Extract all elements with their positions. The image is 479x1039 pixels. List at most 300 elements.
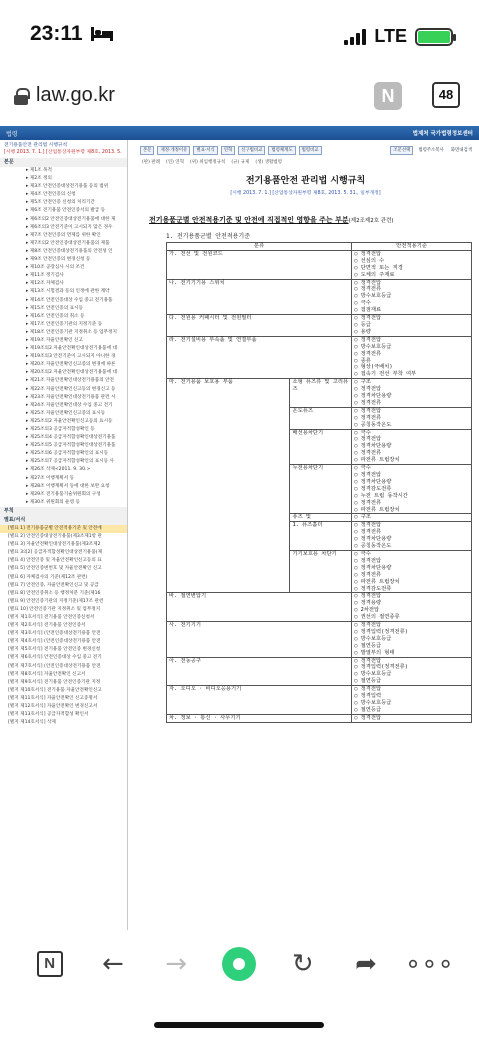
sidebar-article-item[interactable]: ▸ 제17조 안전인증기관의 지정기준 등 xyxy=(26,321,103,327)
form-label: [별지 제12호서식] 자율안전확인 변경신고서 xyxy=(8,704,98,709)
criteria-item: ○ 정격감도전류 xyxy=(354,486,469,493)
annex-title: 전기용품군별 안전적용기준 및 안전에 직접적인 영향을 주는 부분 xyxy=(149,216,349,224)
sidebar-article-item[interactable]: ▸ 제20조 자율안전확인신고증의 변경에 따른 xyxy=(26,362,116,368)
criteria-item: ○ 절연등급 xyxy=(354,678,469,685)
sidebar-article-item[interactable]: ▸ 제28조 이행계획서 등에 대한 보완 요청 xyxy=(26,483,110,489)
criteria-item: ○ 절연등급 xyxy=(354,707,469,714)
article-label: 제18조 안전인증기관 지정취소 등 업무정지 xyxy=(29,329,117,335)
criteria-item: ○ 방수보호등급 xyxy=(354,344,469,351)
criteria-item: ○ 극수 xyxy=(354,430,469,437)
site-title: 법령 xyxy=(6,130,18,138)
criteria-item: ○ 정격전압 xyxy=(354,280,469,287)
table-row xyxy=(167,593,472,622)
toolbar-button[interactable]: 본문 xyxy=(140,146,154,155)
criteria-item: ○ 단면적 또는 직경 xyxy=(354,265,469,272)
criteria-cell xyxy=(352,336,472,378)
criteria-item: ○ 2차전압 xyxy=(354,607,469,614)
criteria-item: ○ 정격전류 xyxy=(354,450,469,457)
sidebar-form-item[interactable] xyxy=(0,638,127,646)
toolbar-button[interactable]: 법령체계도 xyxy=(268,146,295,155)
battery-icon xyxy=(415,28,453,46)
sidebar-section-attach[interactable]: 부칙 xyxy=(0,507,127,516)
sidebar-article-item[interactable]: ▸ 제12조 자체검사 xyxy=(26,281,64,287)
forward-arrow-icon: → xyxy=(165,949,188,979)
sidebar-article-item[interactable]: ▸ 제22조 자율안전확인신고등의 변경신고 등 xyxy=(26,386,116,392)
subcategory-cell: 온도퓨즈 xyxy=(290,407,352,429)
category-cell: 바. 절연변압기 xyxy=(167,593,352,622)
criteria-item: ○ 정격입력(정격전류) xyxy=(354,664,469,671)
table-row xyxy=(167,714,472,722)
sidebar-article-item[interactable]: ▸ 제8조 안전인증대상전기용품의 안전성 인 xyxy=(26,248,113,254)
criteria-item: ○ 파전류 트립장치 xyxy=(354,507,469,514)
sidebar-form-item[interactable] xyxy=(0,541,127,549)
legend-item: (규) 규제 xyxy=(231,160,250,165)
green-dot-icon xyxy=(222,947,256,981)
article-label: 제9조 안전인증의 변경신청 등 xyxy=(29,257,91,263)
criteria-item: ○ 정격차단용량 xyxy=(354,393,469,400)
document-title: 전기용품안전 관리법 시행규칙 xyxy=(245,176,366,186)
criteria-item: ○ 정격차단용량 xyxy=(354,565,469,572)
criteria-item: ○ 정격전압 xyxy=(354,558,469,565)
document-pane xyxy=(132,140,479,930)
article-label: 제17조 안전인증기관의 지정기준 등 xyxy=(29,321,103,327)
criteria-item: ○ 정격입력(정격전류) xyxy=(354,629,469,636)
criteria-item: ○ 정격전압 xyxy=(354,386,469,393)
article-label: 제4조 안전인증의 신청 xyxy=(29,192,76,198)
article-label: 제25조의5 공급자적합성확인대상전기용품 xyxy=(29,443,116,449)
subcategory-cell: 1. 퓨즈홀더 xyxy=(290,522,352,551)
back-arrow-icon: ← xyxy=(102,949,124,979)
criteria-cell xyxy=(352,714,472,722)
criteria-cell xyxy=(352,593,472,622)
form-list xyxy=(0,525,127,727)
sidebar-form-item[interactable] xyxy=(0,671,127,679)
criteria-item: ○ 구조 xyxy=(354,379,469,386)
share-button[interactable] xyxy=(346,944,386,984)
more-button[interactable] xyxy=(404,944,454,984)
sidebar-article-item[interactable]: ▸ 제3조 안전인증대상전기용품 등의 범위 xyxy=(26,184,109,190)
document-subtitle[interactable]: [시행 2013. 7. 1.] [산업통상자원부령 제8호, 2013. 5. 31., 일부개정] xyxy=(230,191,381,196)
subcategory-cell: 배선용차단기 xyxy=(290,429,352,465)
legend-item: (판) 판례 xyxy=(142,160,160,165)
col-criteria: 안전적용기준 xyxy=(352,243,472,251)
sidebar-head xyxy=(0,140,127,158)
article-label: 제19조의3 안전기준이 고시되지 아니한 경 xyxy=(29,354,116,360)
sidebar-article-item[interactable]: ▸ 제29조 전기용품기술위원회의 구성 xyxy=(26,491,101,497)
toolbar-right-link[interactable]: 법령주소복사 xyxy=(418,148,444,153)
article-label: 제5조 안전인증 신청의 처리기간 xyxy=(29,200,95,206)
sidebar-article-item[interactable]: ▸ 제18조 안전인증기관 지정취소 등 업무정지 xyxy=(26,329,117,335)
sidebar-article-item[interactable]: ▸ 제24조 자율안전확인대상 수입 중고 전기 xyxy=(26,402,113,408)
criteria-cell xyxy=(352,279,472,315)
criteria-cell xyxy=(352,465,472,514)
criteria-item: ○ 극수 xyxy=(354,300,469,307)
form-label: [별표 9] 안전인증기관의 지정기준(제17조 관련 xyxy=(8,598,104,604)
form-label: [별지 제3호서식] (안전인증대상전기용품 안전 xyxy=(8,631,101,637)
form-label: [별지 제11호서식] 자율안전확인 신고증명서 xyxy=(8,695,98,701)
sidebar-form-item[interactable] xyxy=(0,533,127,541)
form-label: [별지 제6호서식] 안전인증대상 수입 중고 전기 xyxy=(8,655,102,661)
criteria-cell xyxy=(352,514,472,522)
sidebar-article-item[interactable]: ▸ 제10조 공장심사 시의 조건 xyxy=(26,265,85,271)
form-label: [별지 제2호서식] 전기용품 안전인증서 xyxy=(8,623,86,629)
sidebar-law-ref: [시행 2013. 7. 1.] [산업통상자원부령 제8호, 2013. 5. xyxy=(4,150,122,155)
legend-item: (연) 연혁 xyxy=(165,160,184,165)
article-label: 제6조 전기용품 안전인증서의 발급 등 xyxy=(29,208,106,214)
criteria-item: ○ 권선의 절연종류 xyxy=(354,614,469,621)
doc-legend xyxy=(132,157,479,167)
sidebar-form-item[interactable] xyxy=(0,630,127,638)
article-label: 제27조 이행계획서 등 xyxy=(29,475,75,481)
sidebar-article-item[interactable]: ▸ 제25조 자율안전확인신고증의 표시등 xyxy=(26,410,106,416)
criteria-item: ○ 정격차단용량 xyxy=(354,479,469,486)
criteria-item: ○ 접점재료 xyxy=(354,307,469,314)
article-label: 제1조 목적 xyxy=(29,168,52,173)
criteria-item: ○ 정격전류 xyxy=(354,286,469,293)
criteria-item: ○ 방수보호등급 xyxy=(354,700,469,707)
criteria-cell xyxy=(352,657,472,686)
criteria-item: ○ 용량 xyxy=(354,329,469,336)
sidebar-form-item[interactable] xyxy=(0,663,127,671)
sidebar-form-item[interactable] xyxy=(0,654,127,662)
sidebar-form-item[interactable] xyxy=(0,606,127,614)
category-cell: 가. 전선 및 전원코드 xyxy=(167,250,352,279)
sidebar-form-item[interactable] xyxy=(0,646,127,654)
sidebar-article-item[interactable]: ▸ 제19조 자율안전확인 신고 xyxy=(26,337,83,343)
green-dot-button[interactable] xyxy=(219,944,259,984)
forward-button[interactable] xyxy=(156,944,196,984)
annex-ref: (제2조제2호 관련) xyxy=(348,218,394,224)
sidebar-form-item[interactable] xyxy=(0,703,127,711)
article-label: 제29조 전기용품기술위원회의 구성 xyxy=(29,491,101,497)
reload-icon: ↻ xyxy=(291,949,314,979)
criteria-item: ○ 공칭동작온도 xyxy=(354,422,469,429)
webpage xyxy=(0,126,479,930)
sidebar-article-item[interactable]: ▸ 제9조 안전인증의 변경신청 등 xyxy=(26,257,91,263)
legend-item: (위) 위임행정규칙 xyxy=(189,160,226,165)
criteria-cell xyxy=(352,622,472,658)
toolbar-right-link[interactable]: 화면내검색 xyxy=(450,148,472,153)
sidebar-article-item[interactable]: ▸ 제7조 안전인증의 면제를 위한 확인 xyxy=(26,232,101,238)
sidebar-form-item[interactable] xyxy=(0,525,127,533)
criteria-item: ○ 정격용량 xyxy=(354,600,469,607)
criteria-item: ○ 정격전압 xyxy=(354,593,469,600)
category-cell: 자. 오디오 · 비디오응용기기 xyxy=(167,686,352,715)
form-label: [별지 제7호서식] (안전인증대상전기용품 안전 xyxy=(8,663,101,669)
form-label: [별지 제9호서식] 전기용품 안전인증기관 지정 xyxy=(8,679,101,685)
article-label: 제7조 안전인증의 면제를 위한 확인 xyxy=(29,232,101,238)
sidebar-article-item[interactable]: ▸ 제6조의2 안전인증대상전기용품에 대한 제 xyxy=(26,216,116,222)
form-label: [별지 제10호서식] 전기용품 자율안전확인신고 xyxy=(8,687,102,693)
table-row xyxy=(167,279,472,315)
sidebar-form-item[interactable] xyxy=(0,719,127,727)
sidebar-article-item[interactable]: ▸ 제25조의4 공급자적합성확인대상전기용품 xyxy=(26,435,116,441)
subcategory-cell: 퓨즈 및 xyxy=(290,514,352,522)
article-label: 제25조 자율안전확인신고증의 표시등 xyxy=(29,410,106,416)
sidebar-form-item[interactable] xyxy=(0,622,127,630)
sidebar-article-item[interactable]: ▸ 제7조의2 안전인증대상전기용품의 제품 xyxy=(26,240,110,246)
form-label: [별표 7] 안전인증, 자율안전확인신고 및 공급 xyxy=(8,582,99,588)
col-category: 분류 xyxy=(167,243,352,251)
sidebar-article-item[interactable]: ▸ 제25조의7 공급자적합성확인의 표시등 사 xyxy=(26,459,114,465)
criteria-item: ○ 도체의 주재료 xyxy=(354,272,469,279)
criteria-item: ○ 정격입력 xyxy=(354,693,469,700)
toolbar-button[interactable]: 제정·개정이유 xyxy=(157,146,190,155)
table-caption: 1. 전기용품군별 안전적용기준 xyxy=(166,233,251,240)
sidebar-article-item[interactable]: ▸ 제15조 안전인증의 표시등 xyxy=(26,305,83,311)
article-label: 제16조 안전인증의 취소 등 xyxy=(29,313,85,319)
form-label: [별표 2] 안전인증대상전기용품(제3조제1항 관 xyxy=(8,534,102,540)
form-label: [별표 5] 안전인증변번호 및 자율안전확인 신고 xyxy=(8,566,102,572)
sidebar-article-item[interactable]: ▸ 제21조 자율안전확인대상전기용품의 안전 xyxy=(26,378,114,384)
table-row xyxy=(167,379,472,408)
sidebar-article-item[interactable]: ▸ 제6조의3 안전기준이 고시되지 않은 경우 xyxy=(26,224,113,230)
criteria-cell xyxy=(352,315,472,337)
sidebar-form-item[interactable] xyxy=(0,590,127,598)
criteria-item: ○ 선심의 수 xyxy=(354,258,469,265)
article-label: 제19조의2 자율안전확인대상전기용품에 대 xyxy=(29,346,117,352)
article-label: 제26조 삭제<2011. 9. 30.> xyxy=(29,467,91,473)
criteria-item: ○ 구조 xyxy=(354,514,469,521)
criteria-item: ○ 등급 xyxy=(354,322,469,329)
article-label: 제25조의3 공급자적합성확인 등 xyxy=(29,427,95,432)
sidebar-article-item[interactable]: ▸ 제16조 안전인증의 취소 등 xyxy=(26,313,85,319)
category-cell: 차. 정보 · 통신 · 사무기기 xyxy=(167,714,352,722)
criteria-item: ○ 방수보호등급 xyxy=(354,671,469,678)
criteria-cell xyxy=(352,429,472,465)
article-label: 제10조 공장심사 시의 조건 xyxy=(29,265,85,271)
criteria-table xyxy=(166,242,472,723)
article-label: 제30조 위원회의 운영 등 xyxy=(29,499,80,505)
criteria-item: ○ 종류 xyxy=(354,358,469,365)
criteria-cell xyxy=(352,379,472,408)
criteria-item: ○ 극수 xyxy=(354,465,469,472)
form-label: [별지 제8호서식] 자율안전확인 신고서 xyxy=(8,671,86,677)
share-icon: ➦ xyxy=(355,949,377,979)
form-label: [별표 4] 안전인증 및 자율안전확인신고등의 표 xyxy=(8,558,102,564)
article-list xyxy=(0,167,127,507)
criteria-item: ○ 정격전압 xyxy=(354,686,469,693)
criteria-item: ○ 정격전류 xyxy=(354,415,469,422)
criteria-item: ○ 방수보호등급 xyxy=(354,293,469,300)
criteria-item: ○ 정격전압 xyxy=(354,472,469,479)
sidebar-section-body[interactable]: 본문 xyxy=(0,158,127,167)
form-label: [별지 제4호서식] (안전인증대상전기용품 안전 xyxy=(8,639,101,645)
article-label: 제3조 안전인증대상전기용품 등의 범위 xyxy=(29,184,109,190)
criteria-item: ○ 정격전압 xyxy=(354,622,469,629)
article-label: 제13조 시험결과 등의 인정에 관한 계약 xyxy=(29,289,110,295)
criteria-item: ○ 공칭동작온도 xyxy=(354,543,469,550)
form-label: [별표 3] 자율안전확인대상전기용품(제3조제2 xyxy=(8,542,101,548)
clock: 23:11 xyxy=(30,22,83,45)
criteria-cell xyxy=(352,250,472,279)
back-button[interactable] xyxy=(93,944,133,984)
tab-count-button[interactable]: 48 xyxy=(432,82,460,108)
article-label: 제19조 자율안전확인 신고 xyxy=(29,337,83,343)
form-label: [별표 3의2] 공급자적합성확인대상전기용품(제 xyxy=(8,550,103,556)
article-label: 제24조 자율안전확인대상 수입 중고 전기 xyxy=(29,402,113,408)
category-cell: 다. 전원용 커패시터 및 전원필터 xyxy=(167,315,352,337)
category-cell: 사. 전기기기 xyxy=(167,622,352,658)
sidebar-article-item[interactable]: ▸ 제20조의2 자율안전확인대상전기용품에 대 xyxy=(26,370,117,376)
sidebar-form-item[interactable] xyxy=(0,711,127,719)
naver-home-button[interactable] xyxy=(30,944,70,984)
article-label: 제25조의7 공급자적합성확인의 표시등 사 xyxy=(29,459,114,465)
category-cell: 나. 전기기기용 스위치 xyxy=(167,279,352,315)
sidebar-article-item[interactable]: ▸ 제2조 정의 xyxy=(26,176,52,182)
sidebar-law-name[interactable]: 전기용품안전 관리법 시행규칙 xyxy=(4,143,68,148)
network-label: LTE xyxy=(374,26,407,46)
sidebar-form-item[interactable] xyxy=(0,549,127,557)
form-label: [별표 6] 자체검사의 기준(제12조 관련) xyxy=(8,574,88,580)
criteria-item: ○ 접속기 전선 부착 여부 xyxy=(354,371,469,378)
criteria-item: ○ 정격차단용량 xyxy=(354,443,469,450)
article-label: 제7조의2 안전인증대상전기용품의 제품 xyxy=(29,240,110,246)
toolbar-button[interactable]: 신구법비교 xyxy=(238,146,265,155)
table-row xyxy=(167,315,472,337)
sidebar-article-item[interactable]: ▸ 제19조의2 자율안전확인대상전기용품에 대 xyxy=(26,346,117,352)
category-cell: 마. 전기용품 보호용 부품 xyxy=(167,379,290,593)
category-cell: 아. 전동공구 xyxy=(167,657,352,686)
sidebar-article-item[interactable]: ▸ 제30조 위원회의 운영 등 xyxy=(26,499,80,505)
sidebar-article-item[interactable]: ▸ 제1조 목적 xyxy=(26,168,52,173)
criteria-cell xyxy=(352,686,472,715)
sidebar-article-item[interactable]: ▸ 제4조 안전인증의 신청 xyxy=(26,192,76,198)
subcategory-cell: 누전용차단기 xyxy=(290,465,352,514)
form-label: [별지 제5호서식] 전기용품 안전인증 변경신청 xyxy=(8,647,101,653)
criteria-item: ○ 정격전압 xyxy=(354,715,469,722)
sidebar-form-item[interactable] xyxy=(0,574,127,582)
article-label: 제20조의2 자율안전확인대상전기용품에 대 xyxy=(29,370,117,376)
sidebar-section-forms[interactable]: 별표/서식 xyxy=(0,516,127,525)
sidebar-article-item[interactable]: ▸ 제5조 안전인증 신청의 처리기간 xyxy=(26,200,95,206)
criteria-item: ○ 방수보호등급 xyxy=(354,636,469,643)
table-row xyxy=(167,622,472,658)
criteria-item: ○ 형상(극배치) xyxy=(354,364,469,371)
form-label: [별지 제14호서식] 삭제 xyxy=(8,720,56,726)
toolbar-button[interactable]: 연혁 xyxy=(221,146,235,155)
criteria-item: ○ 정격전압 xyxy=(354,408,469,415)
table-row xyxy=(167,657,472,686)
criteria-item: ○ 발열부의 형태 xyxy=(354,650,469,657)
article-label: 제23조 자율안전확인대상전기용품 관련 시 xyxy=(29,394,116,400)
article-label: 제11조 정기검사 xyxy=(29,273,64,279)
toolbar-button[interactable]: 별표·서식 xyxy=(193,146,217,155)
home-indicator xyxy=(154,1022,324,1028)
sidebar-article-item[interactable]: ▸ 제14조 안전인증대상 수입 중고 전기용품 xyxy=(26,297,113,303)
criteria-item: ○ 정격전압 xyxy=(354,337,469,344)
sidebar-article-item[interactable]: ▸ 제23조 자율안전확인대상전기용품 관련 시 xyxy=(26,394,116,400)
doc-toolbar xyxy=(132,140,479,157)
browser-url-bar[interactable] xyxy=(0,70,479,124)
criteria-cell xyxy=(352,550,472,592)
criteria-item: ○ 정격전류 xyxy=(354,572,469,579)
article-select[interactable]: 조문선택 xyxy=(390,146,413,155)
category-cell: 라. 전기설비용 부속품 및 연결부품 xyxy=(167,336,352,378)
criteria-item: ○ 파전류 트립장치 xyxy=(354,457,469,464)
form-label: [별표 1] 전기용품군별 안전적용기준 및 안전에 xyxy=(8,525,102,531)
sidebar-article-item[interactable]: ▸ 제25조의3 공급자적합성확인 등 xyxy=(26,427,95,432)
legend-item: (생) 생활법령 xyxy=(255,160,283,165)
lock-icon xyxy=(14,88,28,104)
status-bar xyxy=(0,0,479,70)
sidebar-form-item[interactable] xyxy=(0,695,127,703)
annex-heading xyxy=(149,215,479,226)
article-label: 제28조 이행계획서 등에 대한 보완 요청 xyxy=(29,483,110,489)
article-label: 제25조의2 자율안전확인신고등의 표시등 xyxy=(29,418,113,424)
site-logo[interactable]: 법제처 국가법령정보센터 xyxy=(412,131,473,137)
article-label: 제25조의6 공급자적합성확인의 표시등 xyxy=(29,451,109,457)
article-label: 제6조의3 안전기준이 고시되지 않은 경우 xyxy=(29,224,113,230)
reload-button[interactable] xyxy=(283,944,323,984)
form-label: [별지 제13호서식] 공급자적합성 확인서 xyxy=(8,712,89,718)
url-text: law.go.kr xyxy=(36,84,115,106)
article-label: 제8조 안전인증대상전기용품의 안전성 인 xyxy=(29,248,113,254)
article-label: 제21조 자율안전확인대상전기용품의 안전 xyxy=(29,378,114,384)
criteria-item: ○ 누전 트립 동작시간 xyxy=(354,493,469,500)
article-label: 제6조의2 안전인증대상전기용품에 대한 제 xyxy=(29,216,116,222)
sidebar-article-item[interactable]: ▸ 제6조 전기용품 안전인증서의 발급 등 xyxy=(26,208,106,214)
criteria-item: ○ 정격감도전류 xyxy=(354,586,469,593)
sidebar-form-item[interactable] xyxy=(0,565,127,573)
criteria-item: ○ 정격전압 xyxy=(354,436,469,443)
sidebar-form-item[interactable] xyxy=(0,557,127,565)
criteria-item: ○ 정격전압 xyxy=(354,315,469,322)
sidebar-article-item[interactable]: ▸ 제25조의6 공급자적합성확인의 표시등 xyxy=(26,451,109,457)
article-label: 제15조 안전인증의 표시등 xyxy=(29,305,83,311)
sidebar-article-item[interactable]: ▸ 제27조 이행계획서 등 xyxy=(26,475,75,481)
more-icon: ∘∘∘ xyxy=(404,949,454,979)
status-time xyxy=(30,22,113,46)
toolbar-button[interactable]: 법령비교 xyxy=(299,146,322,155)
article-label: 제22조 자율안전확인신고등의 변경신고 등 xyxy=(29,386,116,392)
sidebar-article-item[interactable]: ▸ 제26조 삭제<2011. 9. 30.> xyxy=(26,467,91,473)
sidebar-form-item[interactable] xyxy=(0,614,127,622)
criteria-item: ○ 정격전압 xyxy=(354,658,469,665)
naver-icon: N xyxy=(37,951,63,977)
table-row xyxy=(167,686,472,715)
article-label: 제12조 자체검사 xyxy=(29,281,64,287)
article-label: 제14조 안전인증대상 수입 중고 전기용품 xyxy=(29,297,113,303)
criteria-item: ○ 정격전류 xyxy=(354,500,469,507)
status-right xyxy=(344,26,453,47)
subcategory-cell: 소형 퓨즈류 및 고리퓨즈 xyxy=(290,379,352,408)
table-row xyxy=(167,250,472,279)
criteria-item: ○ 정격전압 xyxy=(354,251,469,258)
sidebar-form-item[interactable] xyxy=(0,598,127,606)
sidebar-form-item[interactable] xyxy=(0,582,127,590)
naver-app-icon[interactable]: N xyxy=(374,82,402,110)
law-sidebar xyxy=(0,140,128,930)
sidebar-form-item[interactable] xyxy=(0,679,127,687)
article-label: 제20조 자율안전확인신고증의 변경에 따른 xyxy=(29,362,116,368)
sidebar-article-item[interactable]: ▸ 제11조 정기검사 xyxy=(26,273,64,279)
sidebar-article-item[interactable]: ▸ 제13조 시험결과 등의 인정에 관한 계약 xyxy=(26,289,110,295)
form-label: [별지 제1호서식] 전기용품 안전인증신청서 xyxy=(8,614,95,620)
criteria-item: ○ 정격차단용량 xyxy=(354,536,469,543)
criteria-item: ○ 정격전류 xyxy=(354,400,469,407)
sidebar-form-item[interactable] xyxy=(0,687,127,695)
sidebar-article-item[interactable]: ▸ 제25조의2 자율안전확인신고등의 표시등 xyxy=(26,418,113,424)
sidebar-article-item[interactable]: ▸ 제19조의3 안전기준이 고시되지 아니한 경 xyxy=(26,354,116,360)
criteria-item: ○ 정격전압 xyxy=(354,522,469,529)
sidebar-article-item[interactable]: ▸ 제25조의5 공급자적합성확인대상전기용품 xyxy=(26,443,116,449)
criteria-item: ○ 파전류 트립장치 xyxy=(354,579,469,586)
form-label: [별표 10] 안전인증기관 지정취소 및 업무정지 xyxy=(8,606,101,612)
address-field[interactable] xyxy=(14,84,115,107)
form-label: [별표 8] 안전인증취소 등 행정처분 기준(제16 xyxy=(8,590,101,596)
site-header xyxy=(0,126,479,140)
